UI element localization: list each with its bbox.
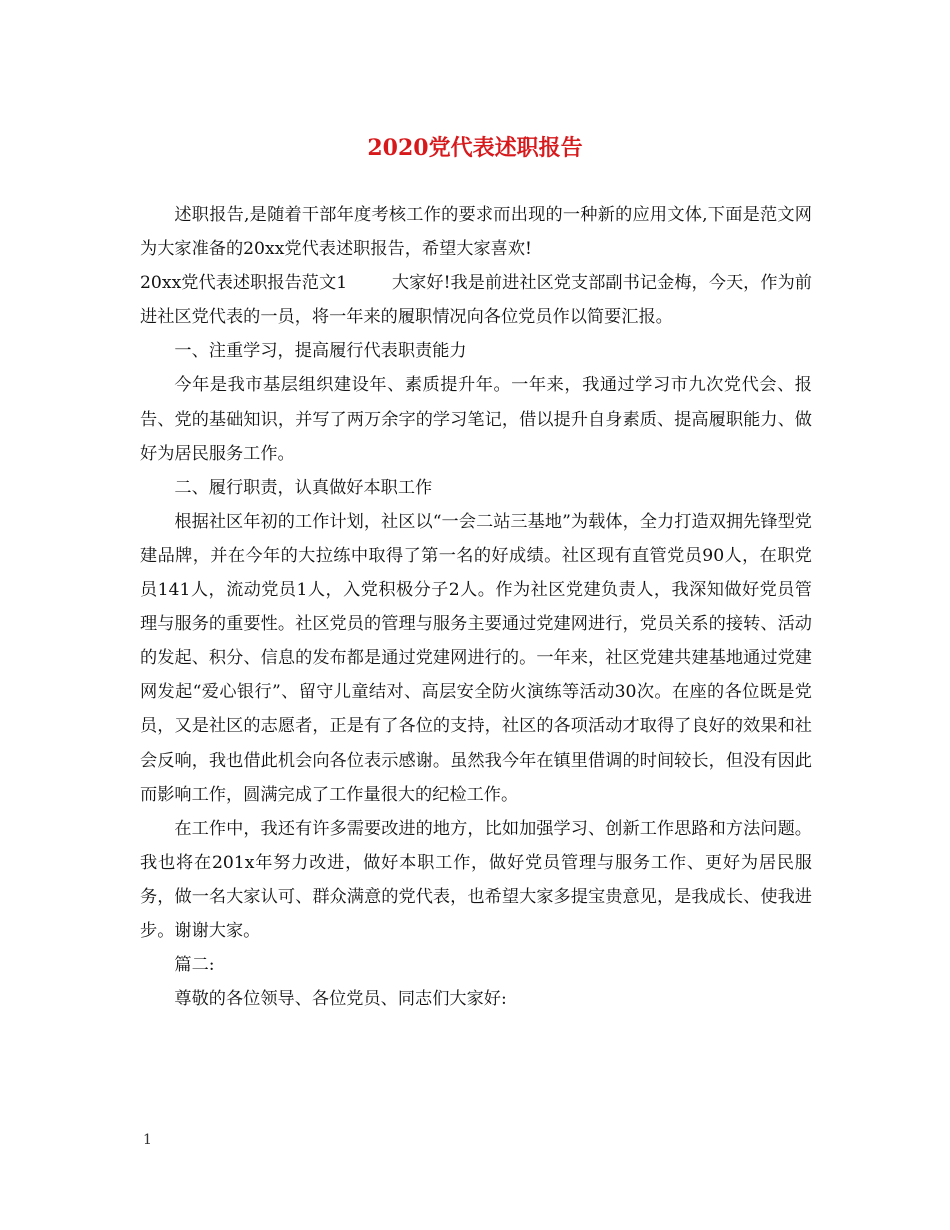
sample-paragraph — [140, 266, 812, 334]
intro-paragraph: 述职报告,是随着干部年度考核工作的要求而出现的一种新的应用文体,下面是范文网为大家准备的20xx党代表述职报告，希望大家喜欢! — [140, 205, 812, 260]
section2-paragraph: 根据社区年初的工作计划，社区以“一会二站三基地”为载体，全力打造双拥先锋型党建品牌，并在今年的大拉练中取得了第一名的好成绩。社区现有直管党员90人，在职党员141人，流动党员1人，入党积极分子2人。作为社区党建负责人，我深知做好党员管理与服务的重要性。社区党员的管理与服务主要通过党建网进行，党员关系的接转、活动的发起、积分、信息的发布都是通过党建网进行的。一年来，社区党建共建基地通过党建网发起“爱心银行”、留守儿童结对、高层安全防火演练等活动30次。在座的各位既是党员，又是社区的志愿者，正是有了各位的支持，社区的各项活动才取得了良好的效果和社会反响，我也借此机会向各位表示感谢。虽然我今年在镇里借调的时间较长，但没有因此而影响工作，圆满完成了工作量很大的纪检工作。 — [140, 511, 812, 805]
part2-salutation: 尊敬的各位领导、各位党员、同志们大家好: — [174, 989, 507, 1010]
section1-heading: 一、注重学习，提高履行代表职责能力 — [174, 341, 467, 362]
section2-heading: 二、履行职责，认真做好本职工作 — [174, 477, 433, 498]
greeting-paragraph: 大家好!我是前进社区党支部副书记金梅，今天，作为前进社区党代表的一员，将一年来的履职情况向各位党员作以简要汇报。 — [140, 273, 812, 328]
document-body — [140, 198, 812, 1016]
part2-heading: 篇二: — [174, 955, 215, 976]
sample-heading: 20xx党代表述职报告范文1 — [140, 273, 348, 294]
document-title: 2020党代表述职报告 — [367, 135, 583, 161]
improve-paragraph: 在工作中，我还有许多需要改进的地方，比如加强学习、创新工作思路和方法问题。我也将在201x年努力改进，做好本职工作，做好党员管理与服务工作、更好为居民服务，做一名大家认可、群众满意的党代表，也希望大家多提宝贵意见，是我成长、使我进步。谢谢大家。 — [140, 818, 812, 941]
section1-paragraph: 今年是我市基层组织建设年、素质提升年。一年来，我通过学习市九次党代会、报告、党的基础知识，并写了两万余字的学习笔记，借以提升自身素质、提高履职能力、做好为居民服务工作。 — [140, 375, 812, 464]
page-number: 1 — [143, 1132, 152, 1148]
